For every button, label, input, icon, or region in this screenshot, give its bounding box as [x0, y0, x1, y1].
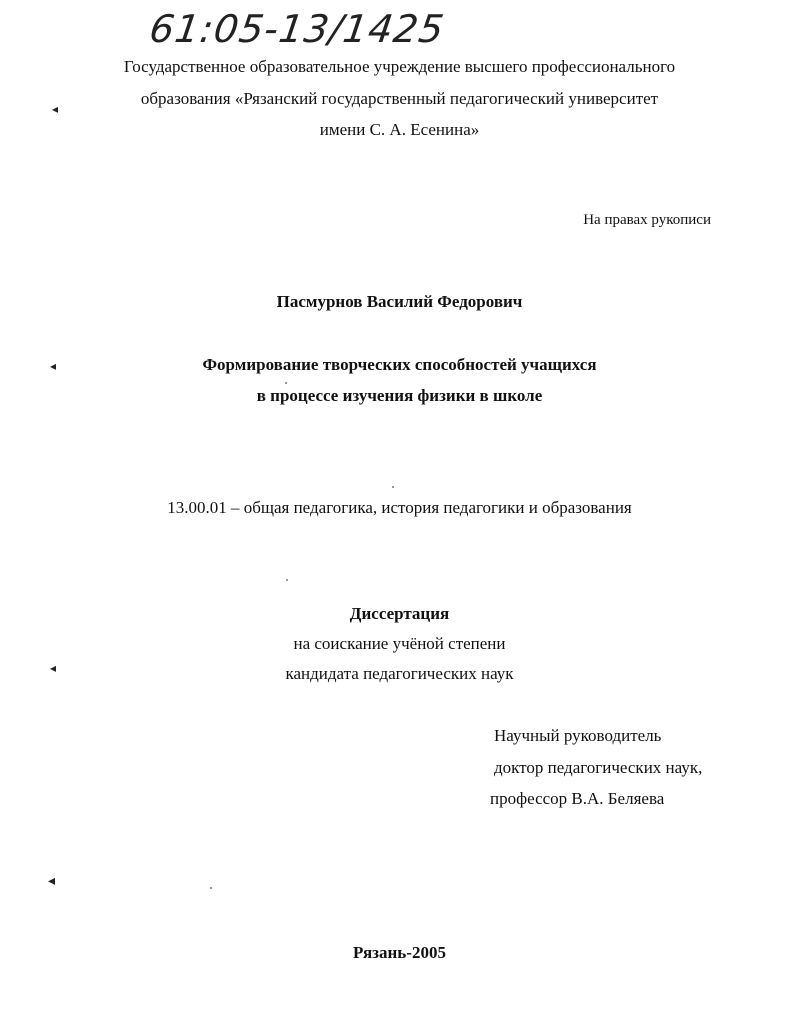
dissertation-degree-line-2: кандидата педагогических наук: [285, 664, 514, 683]
scan-mark: ◂: [50, 661, 57, 675]
scan-speck: [210, 887, 212, 889]
supervisor-name: профессор В.А. Беляева: [490, 789, 665, 808]
scan-speck: [286, 579, 288, 581]
scan-mark: ◂: [48, 873, 56, 889]
thesis-title-line-2: в процессе изучения физики в школе: [256, 386, 543, 405]
scan-speck: [285, 382, 287, 384]
handwritten-catalog-number: 61:05-13/1425: [146, 7, 448, 51]
thesis-title-line-1: Формирование творческих способностей учащихся: [202, 355, 597, 374]
author-name: Пасмурнов Василий Федорович: [276, 292, 523, 311]
dissertation-degree-line-1: на соискание учёной степени: [293, 634, 506, 653]
scan-mark: ◂: [52, 102, 59, 116]
specialty-code: 13.00.01 – общая педагогика, история педагогики и образования: [167, 498, 632, 517]
supervisor-role: Научный руководитель: [494, 726, 662, 745]
supervisor-degree: доктор педагогических наук,: [494, 758, 703, 777]
scan-speck: [392, 486, 394, 488]
dissertation-heading: Диссертация: [349, 604, 450, 623]
scan-mark: ◂: [50, 359, 57, 373]
institution-line-1: Государственное образовательное учреждение высшего профессионального: [123, 57, 676, 76]
city-year: Рязань-2005: [353, 943, 446, 962]
institution-line-3: имени С. А. Есенина»: [319, 120, 480, 139]
institution-line-2: образования «Рязанский государственный педагогический университет: [140, 89, 659, 108]
rights-note: На правах рукописи: [583, 212, 711, 228]
